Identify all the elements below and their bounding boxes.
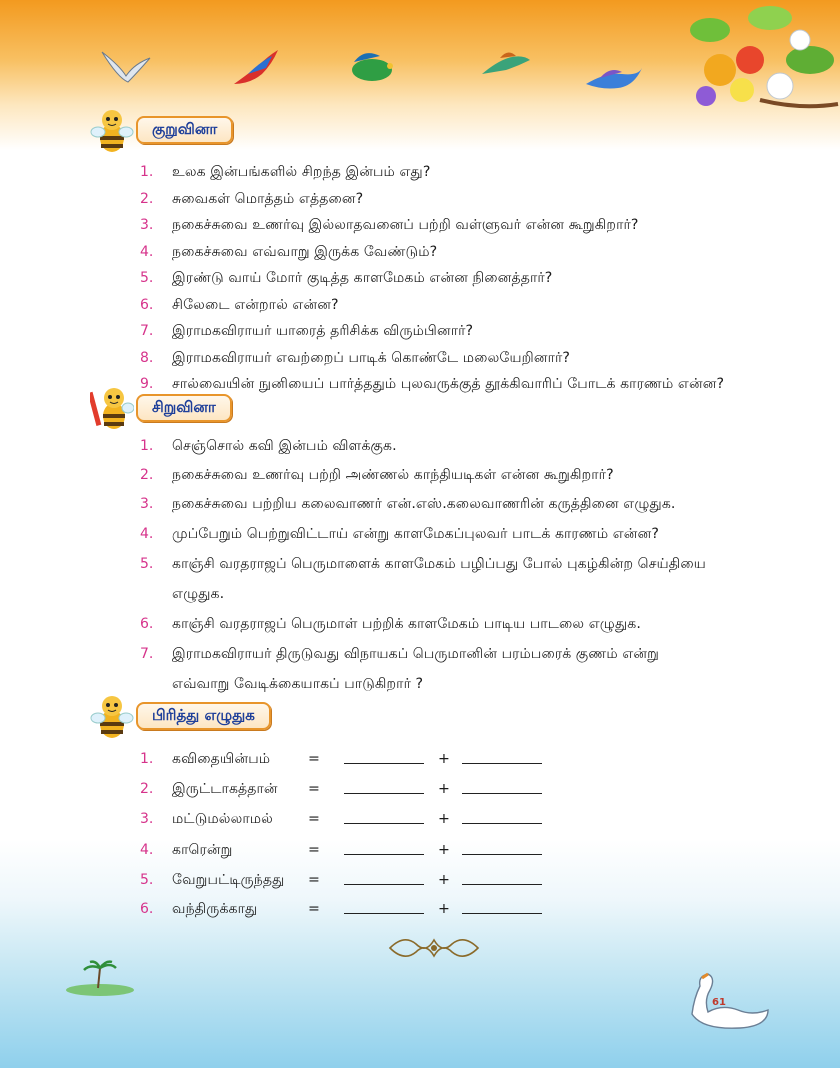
ornament-divider-icon	[386, 930, 482, 966]
bee-with-pencil-icon	[90, 382, 134, 434]
answer-blank[interactable]	[462, 763, 542, 764]
bee-eater-icon	[478, 44, 534, 84]
split-row: 2. இருட்டாகத்தான் = +	[140, 781, 560, 803]
answer-blank[interactable]	[462, 913, 542, 914]
page-number: 61	[712, 997, 726, 1008]
island-icon	[60, 958, 140, 998]
siruvina-title: சிறுவினா	[136, 394, 232, 422]
pirithu-title: பிரித்து எழுதுக	[136, 702, 271, 730]
answer-blank[interactable]	[344, 823, 424, 824]
answer-blank[interactable]	[462, 884, 542, 885]
parrot-icon	[344, 44, 400, 92]
pirithu-heading	[90, 690, 271, 742]
seagull-icon	[98, 44, 154, 90]
bee-mascot-icon	[90, 104, 134, 156]
split-row: 3. மட்டுமல்லாமல் = +	[140, 811, 560, 833]
macaw-icon	[228, 44, 284, 92]
answer-blank[interactable]	[344, 793, 424, 794]
answer-blank[interactable]	[344, 913, 424, 914]
split-row: 6. வந்திருக்காது = +	[140, 901, 560, 923]
answer-blank[interactable]	[462, 793, 542, 794]
split-row: 4. காரென்று = +	[140, 842, 560, 864]
answer-blank[interactable]	[344, 884, 424, 885]
answer-blank[interactable]	[344, 854, 424, 855]
page: குறுவினா 1. உலக இன்பங்களில் சிறந்த இன்பம் எது? 2. சுவைகள் மொத்தம் எத்தனை? 3. நகைச்சுவை உணர்வு இல்லாதவனைப் பற்றி வள்ளுவர் என்ன கூறுகிறார்? 4. நகைச்சுவை எவ்வாறு இருக்க வேண்டும்? 5. இரண்டு வாய் மோர் குடித்த காளமேகம் என்ன நினைத்தார்? 6. சிலேடை என்றால் என்ன? 7. இராமகவிராயர் யாரைத் தரிசிக்க விரும்பினார்? 8. இராமகவிராயர் எவற்றைப் பாடிக் கொண்டே மலையேறினார்? 9. சால்வையின் நுனியைப் பார்த்ததும் புலவருக்குத் தூக்கிவாரிப் போடக் காரணம் என்ன? சிறுவினா 1. செஞ்சொல் கவி இன்பம் விளக்குக. 2. நகைச்சுவை உணர்வு பற்றி அண்ணல் காந்தியடிகள் என்ன கூறுகிறார்? 3. நகைச்சுவை பற்றிய கலைவாணர் என்.எஸ்.கலைவாணரின் கருத்தினை எழுதுக. 4. முப்பேறும் பெற்றுவிட்டாய் என்று காளமேகப்புலவர் பாடக் காரணம் என்ன? 5. காஞ்சி வரதராஜப் பெருமாளைக் காளமேகம் பழிப்பது போல் புகழ்கின்ற செய்தியை எழுதுக. 6. காஞ்சி வரதராஜப் பெருமாள் பற்றிக் காளமேகம் பாடிய பாடலை எழுதுக. 7. இராமகவிராயர் திருடுவது விநாயகப் பெருமானின் பரம்பரைக் குணம் என்று எவ்வாறு வேடிக்கையாகப் பாடுகிறார் ? பிரித்து எழுதுக 1. கவிதையின்பம் = + 2. இருட்டாகத்தான் = + 3. மட்டுமல்லாமல் = + 4. காரென்று = + 5. வேறுபட்டிருந்தது = + 6. வந்திருக்காது = + 61	[0, 0, 840, 1068]
kuruvina-heading	[90, 104, 233, 156]
answer-blank[interactable]	[344, 763, 424, 764]
roller-bird-icon	[582, 58, 646, 102]
bee-mascot-icon	[90, 690, 134, 742]
answer-blank[interactable]	[462, 823, 542, 824]
kuruvina-title: குறுவினா	[136, 116, 233, 144]
swan-icon	[682, 970, 774, 1034]
answer-blank[interactable]	[462, 854, 542, 855]
split-row: 5. வேறுபட்டிருந்தது = +	[140, 872, 560, 894]
flowers-decoration-icon	[650, 0, 840, 125]
siruvina-heading	[90, 382, 232, 434]
split-row: 1. கவிதையின்பம் = +	[140, 751, 560, 773]
